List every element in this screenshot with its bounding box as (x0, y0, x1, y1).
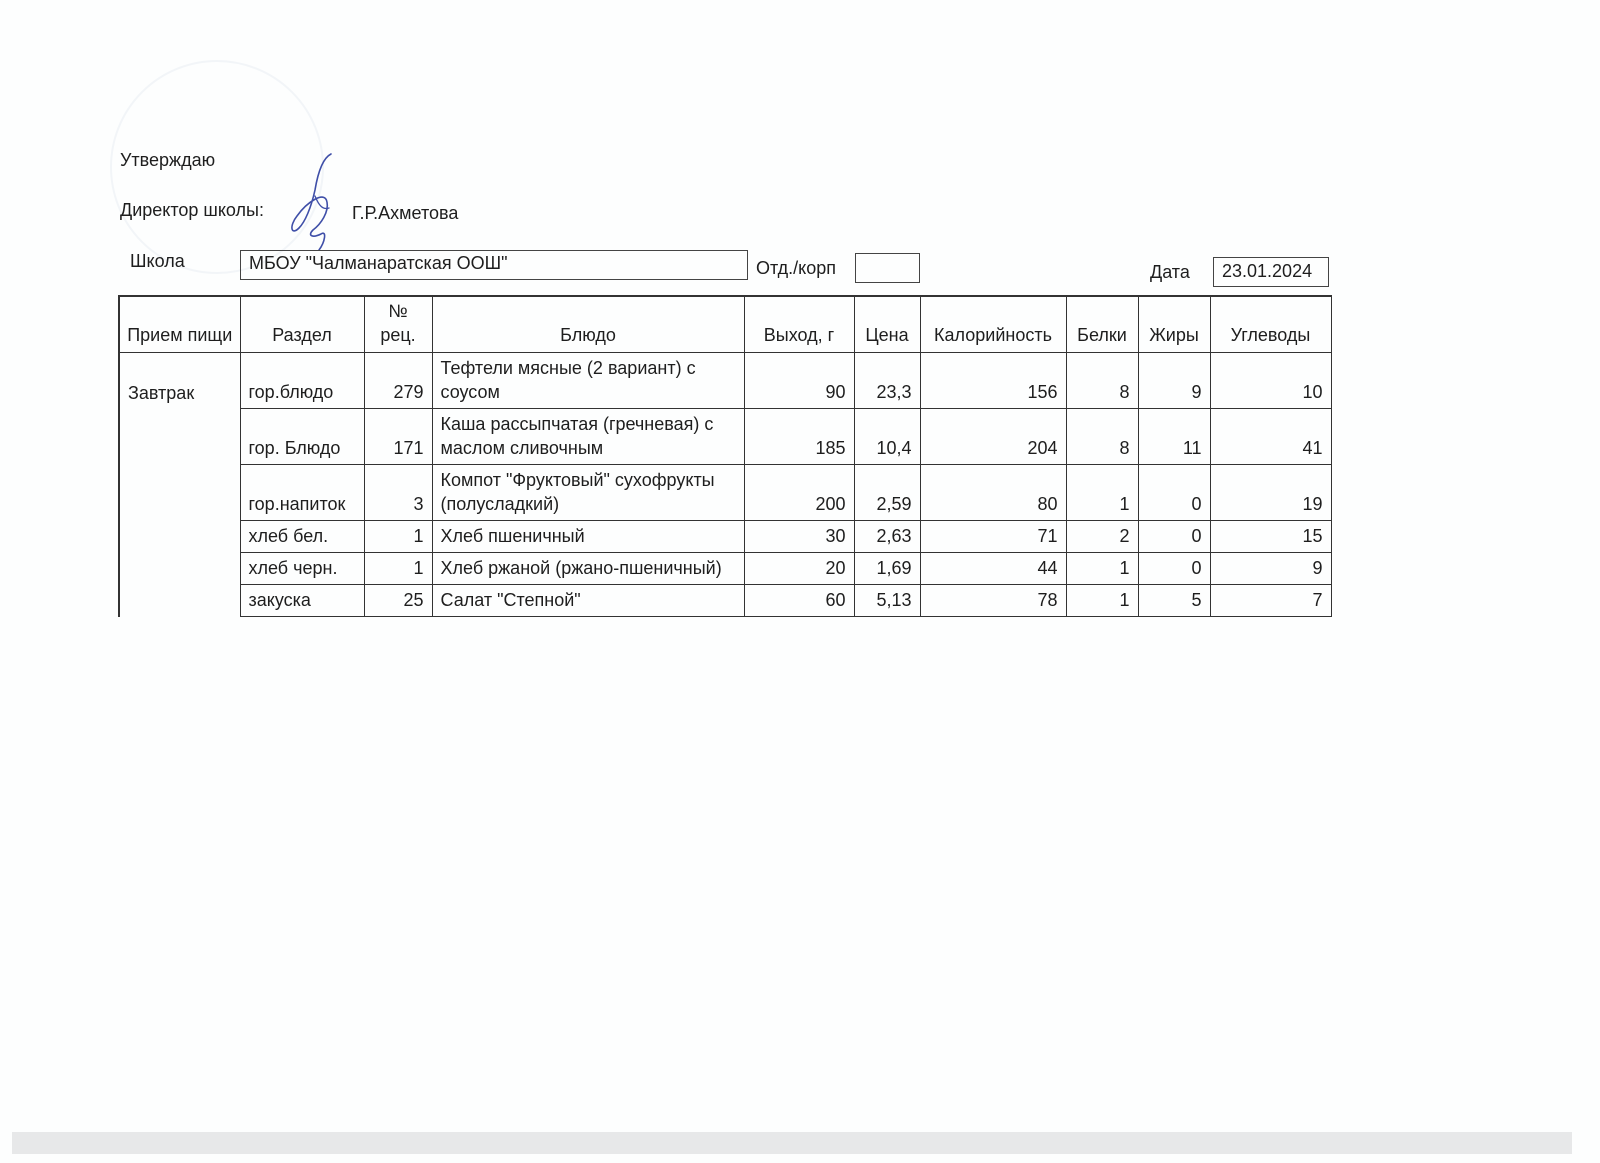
col-header-protein: Белки (1066, 296, 1138, 353)
section-cell: закуска (240, 585, 364, 617)
dish-cell: Хлеб ржаной (ржано-пшеничный) (432, 553, 744, 585)
yield-cell: 20 (744, 553, 854, 585)
menu-table (118, 295, 1332, 617)
col-header-kcal: Калорийность (920, 296, 1066, 353)
protein-cell: 1 (1066, 553, 1138, 585)
approve-label: Утверждаю (120, 150, 216, 170)
carbs-cell: 15 (1210, 521, 1331, 553)
recipe-cell: 279 (364, 353, 432, 409)
dish-cell: Каша рассыпчатая (гречневая) с маслом сливочным (432, 409, 744, 465)
kcal-cell: 204 (920, 409, 1066, 465)
fat-cell: 0 (1138, 465, 1210, 521)
protein-cell: 8 (1066, 409, 1138, 465)
col-header-yield: Выход, г (744, 296, 854, 353)
meal-cell: Завтрак (119, 353, 240, 617)
table-row (119, 353, 1331, 409)
section-cell: гор. Блюдо (240, 409, 364, 465)
protein-cell: 2 (1066, 521, 1138, 553)
col-header-section: Раздел (240, 296, 364, 353)
price-cell: 1,69 (854, 553, 920, 585)
table-row (119, 409, 1331, 465)
carbs-cell: 7 (1210, 585, 1331, 617)
yield-cell: 30 (744, 521, 854, 553)
col-header-recipe: № рец. (364, 296, 432, 353)
school-field: МБОУ "Чалманаратская ООШ" (240, 250, 748, 280)
fat-cell: 5 (1138, 585, 1210, 617)
kcal-cell: 78 (920, 585, 1066, 617)
col-header-price: Цена (854, 296, 920, 353)
fat-cell: 0 (1138, 521, 1210, 553)
dish-cell: Тефтели мясные (2 вариант) с соусом (432, 353, 744, 409)
yield-cell: 185 (744, 409, 854, 465)
section-cell: гор.напиток (240, 465, 364, 521)
price-cell: 10,4 (854, 409, 920, 465)
yield-cell: 90 (744, 353, 854, 409)
price-cell: 5,13 (854, 585, 920, 617)
price-cell: 23,3 (854, 353, 920, 409)
kcal-cell: 71 (920, 521, 1066, 553)
section-cell: хлеб бел. (240, 521, 364, 553)
director-label: Директор школы: (120, 200, 264, 220)
section-cell: гор.блюдо (240, 353, 364, 409)
kcal-cell: 44 (920, 553, 1066, 585)
kcal-cell: 80 (920, 465, 1066, 521)
dish-cell: Компот "Фруктовый" сухофрукты (полусладкий) (432, 465, 744, 521)
director-name: Г.Р.Ахметова (352, 203, 459, 223)
col-header-meal: Прием пищи (119, 296, 240, 353)
col-header-dish: Блюдо (432, 296, 744, 353)
table-header-row (119, 296, 1331, 353)
table-row (119, 553, 1331, 585)
col-header-carbs: Углеводы (1210, 296, 1331, 353)
carbs-cell: 19 (1210, 465, 1331, 521)
table-row (119, 585, 1331, 617)
fat-cell: 0 (1138, 553, 1210, 585)
dish-cell: Хлеб пшеничный (432, 521, 744, 553)
yield-cell: 60 (744, 585, 854, 617)
fat-cell: 11 (1138, 409, 1210, 465)
recipe-cell: 1 (364, 521, 432, 553)
dept-label: Отд./корп (756, 258, 836, 278)
carbs-cell: 41 (1210, 409, 1331, 465)
date-field: 23.01.2024 (1213, 257, 1329, 287)
signature-icon (285, 150, 345, 255)
carbs-cell: 10 (1210, 353, 1331, 409)
recipe-cell: 171 (364, 409, 432, 465)
recipe-cell: 3 (364, 465, 432, 521)
price-cell: 2,59 (854, 465, 920, 521)
recipe-cell: 25 (364, 585, 432, 617)
protein-cell: 1 (1066, 465, 1138, 521)
dish-cell: Салат "Степной" (432, 585, 744, 617)
price-cell: 2,63 (854, 521, 920, 553)
table-row (119, 465, 1331, 521)
fat-cell: 9 (1138, 353, 1210, 409)
yield-cell: 200 (744, 465, 854, 521)
carbs-cell: 9 (1210, 553, 1331, 585)
protein-cell: 1 (1066, 585, 1138, 617)
scan-edge (12, 1132, 1572, 1154)
school-label: Школа (130, 251, 185, 271)
section-cell: хлеб черн. (240, 553, 364, 585)
table-row (119, 521, 1331, 553)
dept-field (855, 253, 920, 283)
date-label: Дата (1150, 262, 1190, 282)
kcal-cell: 156 (920, 353, 1066, 409)
recipe-cell: 1 (364, 553, 432, 585)
protein-cell: 8 (1066, 353, 1138, 409)
col-header-fat: Жиры (1138, 296, 1210, 353)
